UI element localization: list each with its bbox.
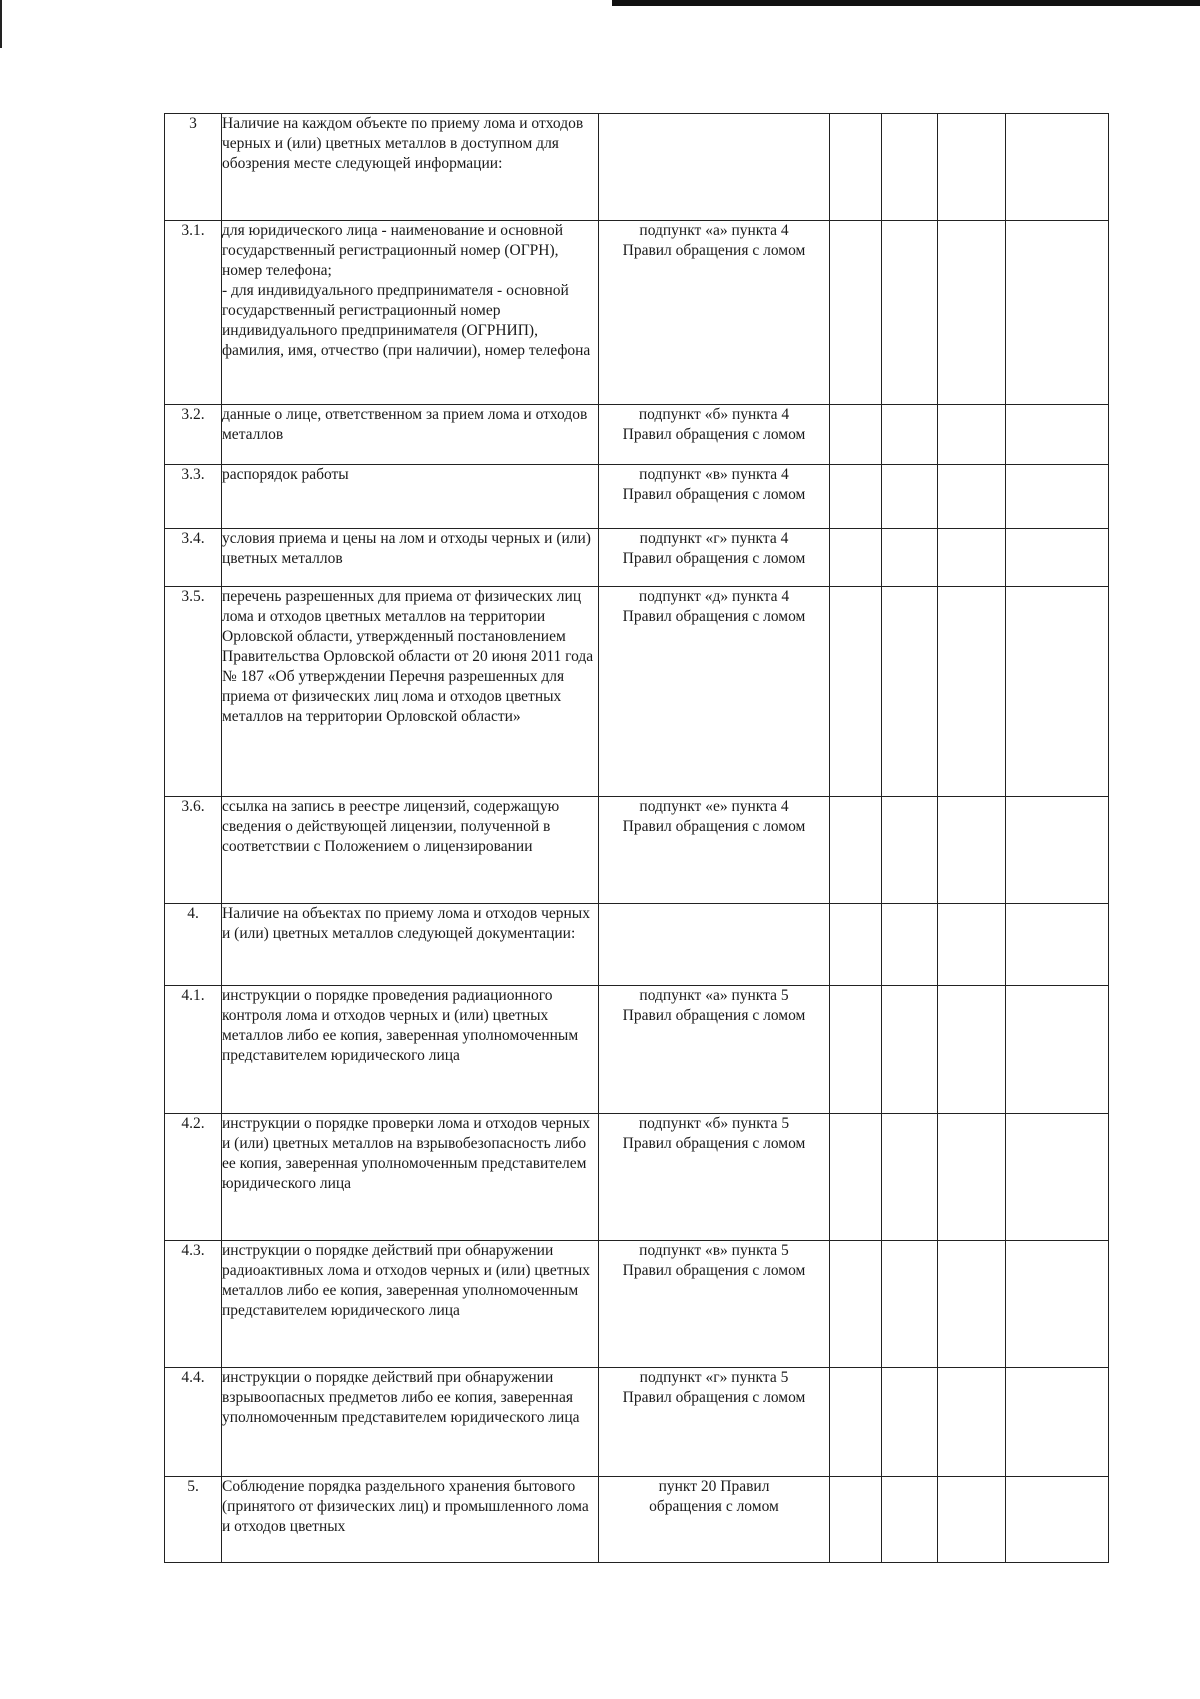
answer-cell — [830, 986, 882, 1114]
requirement-text: для юридического лица - наименование и основной государственный регистрационный номер (ОГРН), номер телефона; - для индивидуального предпринимателя - основной государственный регистрационный номер индивидуального предпринимателя (ОГРНИП), фамилия, имя, отчество (при наличии), номер телефона — [222, 221, 599, 405]
answer-cell — [938, 465, 1006, 529]
row-number: 3.2. — [165, 405, 222, 465]
table-row — [165, 1477, 1109, 1563]
requirement-text: инструкции о порядке действий при обнаружении взрывоопасных предметов либо ее копия, заверенная уполномоченным представителем юридического лица — [222, 1368, 599, 1477]
legal-reference: подпункт «б» пункта 4 Правил обращения с ломом — [599, 405, 830, 465]
requirement-text: инструкции о порядке действий при обнаружении радиоактивных лома и отходов черных и (или) цветных металлов либо ее копия, заверенная уполномоченным представителем юридического лица — [222, 1241, 599, 1368]
row-number: 5. — [165, 1477, 222, 1563]
requirement-text: Наличие на каждом объекте по приему лома и отходов черных и (или) цветных металлов в доступном для обозрения месте следующей информации: — [222, 114, 599, 221]
answer-cell — [938, 114, 1006, 221]
answer-cell — [938, 904, 1006, 986]
answer-cell — [830, 221, 882, 405]
answer-cell — [938, 221, 1006, 405]
answer-cell — [830, 465, 882, 529]
answer-cell — [1006, 221, 1109, 405]
table-row — [165, 797, 1109, 904]
row-number: 4.4. — [165, 1368, 222, 1477]
legal-reference — [599, 904, 830, 986]
answer-cell — [938, 405, 1006, 465]
answer-cell — [938, 1114, 1006, 1241]
legal-reference: подпункт «г» пункта 5 Правил обращения с ломом — [599, 1368, 830, 1477]
answer-cell — [830, 405, 882, 465]
answer-cell — [1006, 986, 1109, 1114]
answer-cell — [1006, 587, 1109, 797]
requirement-text: ссылка на запись в реестре лицензий, содержащую сведения о действующей лицензии, полученной в соответствии с Положением о лицензировании — [222, 797, 599, 904]
requirement-text: распорядок работы — [222, 465, 599, 529]
answer-cell — [830, 1477, 882, 1563]
answer-cell — [882, 1477, 938, 1563]
requirement-text: данные о лице, ответственном за прием лома и отходов металлов — [222, 405, 599, 465]
requirement-text: Соблюдение порядка раздельного хранения бытового (принятого от физических лиц) и промышленного лома и отходов цветных — [222, 1477, 599, 1563]
legal-reference: подпункт «а» пункта 4 Правил обращения с ломом — [599, 221, 830, 405]
answer-cell — [882, 221, 938, 405]
answer-cell — [882, 1368, 938, 1477]
answer-cell — [1006, 405, 1109, 465]
table-row — [165, 221, 1109, 405]
requirement-text: перечень разрешенных для приема от физических лиц лома и отходов цветных металлов на территории Орловской области, утвержденный постановлением Правительства Орловской области от 20 июня 2011 года № 187 «Об утверждении Перечня разрешенных для приема от физических лиц лома и отходов цветных металлов на территории Орловской области» — [222, 587, 599, 797]
answer-cell — [830, 1114, 882, 1241]
table-row — [165, 405, 1109, 465]
answer-cell — [938, 1241, 1006, 1368]
answer-cell — [938, 529, 1006, 587]
checklist-sheet — [164, 113, 1108, 1563]
table-row — [165, 114, 1109, 221]
table-row — [165, 529, 1109, 587]
legal-reference — [599, 114, 830, 221]
answer-cell — [938, 986, 1006, 1114]
answer-cell — [882, 904, 938, 986]
answer-cell — [882, 114, 938, 221]
answer-cell — [938, 1368, 1006, 1477]
row-number: 4.3. — [165, 1241, 222, 1368]
legal-reference: подпункт «а» пункта 5 Правил обращения с ломом — [599, 986, 830, 1114]
requirement-text: инструкции о порядке проведения радиационного контроля лома и отходов черных и (или) цветных металлов либо ее копия, заверенная уполномоченным представителем юридического лица — [222, 986, 599, 1114]
answer-cell — [830, 904, 882, 986]
row-number: 3.6. — [165, 797, 222, 904]
legal-reference: подпункт «в» пункта 5 Правил обращения с ломом — [599, 1241, 830, 1368]
answer-cell — [1006, 529, 1109, 587]
requirement-text: инструкции о порядке проверки лома и отходов черных и (или) цветных металлов на взрывобезопасность либо ее копия, заверенная уполномоченным представителем юридического лица — [222, 1114, 599, 1241]
requirement-text: Наличие на объектах по приему лома и отходов черных и (или) цветных металлов следующей документации: — [222, 904, 599, 986]
table-row — [165, 1241, 1109, 1368]
row-number: 3.4. — [165, 529, 222, 587]
table-row — [165, 986, 1109, 1114]
legal-reference: подпункт «г» пункта 4 Правил обращения с ломом — [599, 529, 830, 587]
answer-cell — [882, 405, 938, 465]
row-number: 4. — [165, 904, 222, 986]
answer-cell — [938, 797, 1006, 904]
answer-cell — [882, 529, 938, 587]
answer-cell — [830, 114, 882, 221]
scan-edge-left — [0, 0, 2, 48]
answer-cell — [1006, 1368, 1109, 1477]
answer-cell — [1006, 797, 1109, 904]
table-row — [165, 587, 1109, 797]
answer-cell — [882, 465, 938, 529]
legal-reference: пункт 20 Правил обращения с ломом — [599, 1477, 830, 1563]
requirement-text: условия приема и цены на лом и отходы черных и (или) цветных металлов — [222, 529, 599, 587]
legal-reference: подпункт «д» пункта 4 Правил обращения с ломом — [599, 587, 830, 797]
answer-cell — [830, 529, 882, 587]
legal-reference: подпункт «е» пункта 4 Правил обращения с ломом — [599, 797, 830, 904]
row-number: 3.3. — [165, 465, 222, 529]
answer-cell — [830, 587, 882, 797]
legal-reference: подпункт «в» пункта 4 Правил обращения с ломом — [599, 465, 830, 529]
answer-cell — [1006, 904, 1109, 986]
table-row — [165, 465, 1109, 529]
answer-cell — [882, 1241, 938, 1368]
legal-reference: подпункт «б» пункта 5 Правил обращения с ломом — [599, 1114, 830, 1241]
row-number: 3 — [165, 114, 222, 221]
answer-cell — [1006, 465, 1109, 529]
answer-cell — [830, 797, 882, 904]
answer-cell — [830, 1241, 882, 1368]
answer-cell — [882, 797, 938, 904]
answer-cell — [938, 1477, 1006, 1563]
checklist-table — [164, 113, 1109, 1563]
table-row — [165, 1114, 1109, 1241]
table-row — [165, 1368, 1109, 1477]
answer-cell — [882, 1114, 938, 1241]
answer-cell — [938, 587, 1006, 797]
answer-cell — [1006, 1114, 1109, 1241]
checklist-body — [165, 114, 1109, 1563]
answer-cell — [1006, 1241, 1109, 1368]
row-number: 3.5. — [165, 587, 222, 797]
answer-cell — [1006, 1477, 1109, 1563]
table-row — [165, 904, 1109, 986]
answer-cell — [882, 986, 938, 1114]
scan-edge-top — [612, 0, 1200, 6]
row-number: 3.1. — [165, 221, 222, 405]
answer-cell — [882, 587, 938, 797]
answer-cell — [830, 1368, 882, 1477]
answer-cell — [1006, 114, 1109, 221]
row-number: 4.1. — [165, 986, 222, 1114]
row-number: 4.2. — [165, 1114, 222, 1241]
